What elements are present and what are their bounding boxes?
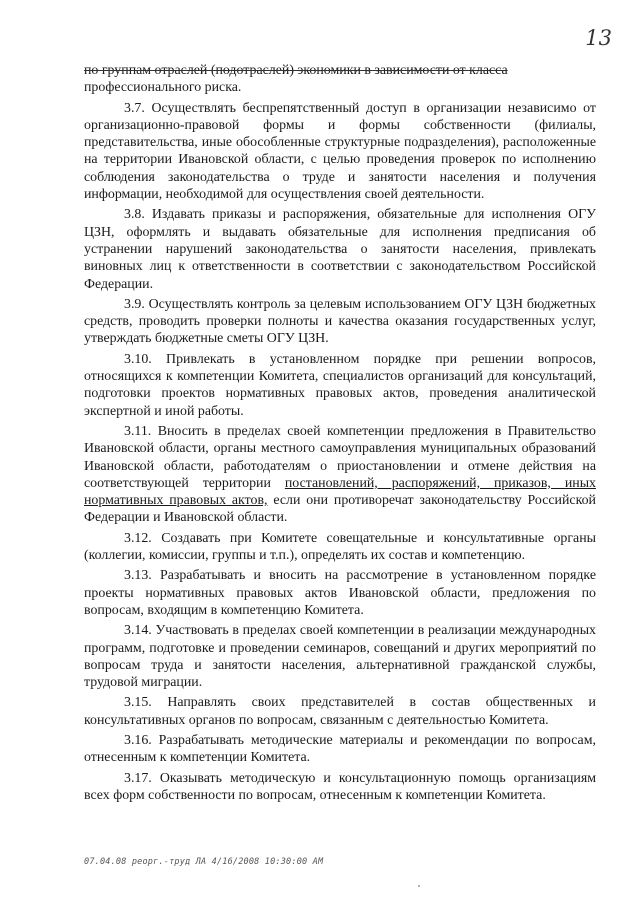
clause-number: 3.11. (124, 423, 152, 439)
clause-text-continued: если они противоречат законодательству Российской Федерации и Ивановской области. (84, 493, 596, 526)
clause-text: Осуществлять беспрепятственный доступ в организации независимо от организационно-правовой формы и формы собственности (филиалы, представительства, иные обособленные структурные подразделения), расположенные на территории Ивановской области, с целью проведения проверок по исполнению соблюдения законодательства о труде и занятости населения и получения информации, необходимой для осуществления своей деятельности. (84, 100, 596, 203)
clause-number: 3.14. (124, 623, 152, 639)
clause-number: 3.8. (124, 207, 145, 223)
clause-text: Разрабатывать методические материалы и рекомендации по вопросам, отнесенным к компетенции Комитета. (84, 732, 596, 766)
clause-text: Привлекать в установленном порядке при решении вопросов, относящихся к компетенции Комитета, специалистов организаций для консультаций, подготовки проектов нормативных правовых актов, проведения аналитической экспертной и иной работы. (84, 351, 596, 419)
clause-3-8 (84, 206, 596, 292)
lead-line: профессионального риска. (84, 80, 242, 96)
clause-number: 3.16. (124, 732, 152, 748)
clause-3-13 (84, 567, 596, 619)
lead-paragraph (84, 62, 596, 97)
clause-number: 3.10. (124, 351, 152, 367)
clause-number: 3.13. (124, 568, 152, 584)
clause-3-7 (84, 100, 596, 204)
clause-number: 3.17. (124, 770, 152, 786)
clause-text: Направлять своих представителей в состав общественных и консультативных органов по вопросам, связанным с деятельностью Комитета. (84, 695, 596, 728)
clause-number: 3.12. (124, 530, 152, 546)
clause-3-15 (84, 694, 596, 729)
scan-speck (418, 885, 420, 887)
clause-3-17 (84, 770, 596, 805)
clause-3-11 (84, 423, 596, 527)
clause-3-10 (84, 351, 596, 420)
clause-number: 3.9. (124, 296, 145, 312)
clause-3-16 (84, 732, 596, 767)
page-number: 13 (585, 26, 612, 50)
clause-text: Создавать при Комитете совещательные и консультативные органы (коллегии, комиссии, группы и т.п.), определять их состав и компетенцию. (84, 530, 596, 564)
struck-line: по группам отраслей (подотраслей) экономики в зависимости от класса (84, 63, 508, 78)
clause-text: Издавать приказы и распоряжения, обязательные для исполнения ОГУ ЦЗН, оформлять и выдавать обязательные для исполнения предписания об устранении нарушений законодательства о занятости населения, привлекать виновных лиц к ответственности в соответствии с законодательством Российской Федерации. (84, 207, 596, 292)
clause-text: Разрабатывать и вносить на рассмотрение в установленном порядке проекты нормативных правовых актов Ивановской области, предложения по вопросам, входящим в компетенцию Комитета. (84, 568, 596, 618)
clause-text: Оказывать методическую и консультационную помощь организациям всех форм собственности по вопросам, отнесенным к компетенции Комитета. (84, 770, 596, 803)
clause-number: 3.7. (124, 100, 145, 116)
underlined-text: постановлений, распоряжений, приказов, иных нормативных правовых актов, (84, 475, 596, 509)
clause-number: 3.15. (124, 695, 152, 711)
clause-text: Осуществлять контроль за целевым использованием ОГУ ЦЗН бюджетных средств, проводить проверки полноты и качества оказания государственных услуг, утверждать бюджетные сметы ОГУ ЦЗН. (84, 296, 596, 347)
clause-3-9 (84, 296, 596, 348)
footer-stamp: 07.04.08 реорг.-труд ЛА 4/16/2008 10:30:00 AM (84, 857, 324, 867)
document-body (84, 62, 596, 807)
clause-text: Вносить в пределах своей компетенции предложения в Правительство Ивановской области, органы местного самоуправления муниципальных образований Ивановской области, работодателям о приостановлении и отмене действия на соответствующей территории (84, 423, 596, 491)
clause-text: Участвовать в пределах своей компетенции в реализации международных программ, подготовке и проведении семинаров, совещаний и других мероприятий по вопросам труда и занятости населения, альтернативной гражданской службы, трудовой миграции. (84, 623, 596, 691)
clause-3-12 (84, 530, 596, 565)
clause-3-14 (84, 622, 596, 691)
